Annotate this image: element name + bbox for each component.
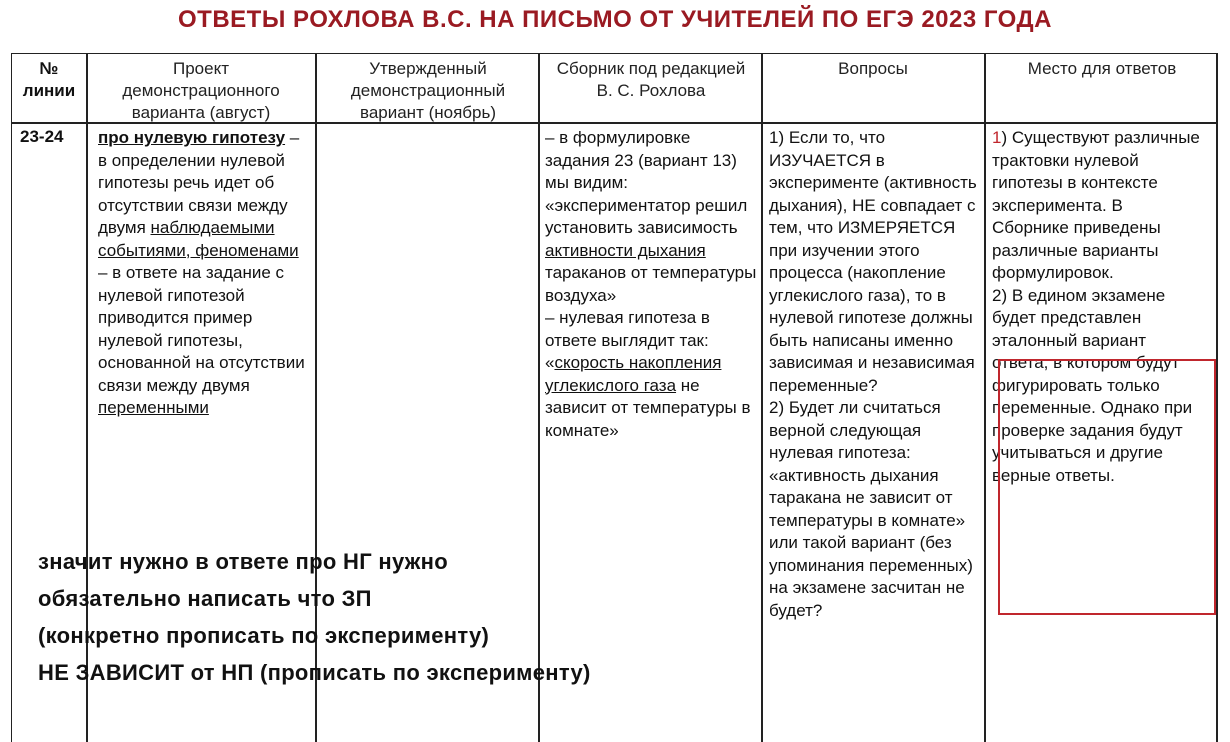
question-2: 2) Будет ли считаться верной следующая нулевая гипотеза: «активность дыхания таракана не зависит от температуры в комнате» или такой вариант (без упоминания переменных) на экзамене засчитан не будет? <box>769 398 973 620</box>
answer-1-number: 1 <box>992 128 1002 147</box>
column-divider <box>761 54 763 742</box>
answer-1 <box>992 127 1202 285</box>
breathing-activity-text: активности дыхания <box>545 240 706 260</box>
observed-events-text: наблюдаемыми событиями, феноменами <box>98 218 299 260</box>
answer-1-text: ) Существуют различные трактовки нулевой гипотезы в контексте эксперимента. В Сборнике приведены различные варианты формулировок. <box>992 128 1200 282</box>
collection-text-2-tail: не зависит от температуры в комнате» <box>545 375 751 440</box>
answer-2: 2) В едином экзамене будет представлен эталонный вариант ответа, в котором будут фигурировать только переменные. Однако при проверке задания будут учитываться и другие верные ответы. <box>992 285 1193 485</box>
header-collection: Сборник под редакцией В. С. Рохлова <box>556 59 746 100</box>
header-answers: Место для ответов <box>1027 59 1177 78</box>
header-num-label: линии <box>22 81 76 100</box>
questions-cell <box>769 127 979 622</box>
note-line-1: значит нужно в ответе про НГ нужно <box>38 549 448 574</box>
header-draft-demo: Проект демонстрационного варианта (август) <box>122 59 280 122</box>
variables-text: переменными <box>98 398 209 417</box>
page-title: ОТВЕТЫ РОХЛОВА В.С. НА ПИСЬМО ОТ УЧИТЕЛЕЙ ПО ЕГЭ 2023 ГОДА <box>178 6 1052 33</box>
draft-text-1: – в определении нулевой гипотезы речь идет об отсутствии связи между двумя <box>98 128 300 237</box>
collection-cell <box>545 127 757 442</box>
header-questions: Вопросы <box>838 59 908 78</box>
collection-text-2: – нулевая гипотеза в ответе выглядит так: « <box>545 308 710 372</box>
draft-text-2: – в ответе на задание с нулевой гипотезой приводится пример нулевой гипотезы, основанной на отсутствии связи между двумя <box>98 263 305 395</box>
highlight-box <box>998 359 1216 615</box>
line-number: 23-24 <box>20 127 64 146</box>
collection-text-1: – в формулировке задания 23 (вариант 13) мы видим: «экспериментатор решил установить зависимость <box>545 128 748 237</box>
note-line-2: обязательно написать что ЗП <box>38 586 372 611</box>
header-num-symbol: № <box>39 59 59 78</box>
draft-demo-cell <box>98 127 308 420</box>
column-divider <box>984 54 986 742</box>
header-line-number <box>12 58 86 102</box>
collection-text-1-tail: тараканов от температуры воздуха» <box>545 263 757 305</box>
null-hypothesis-link: про нулевую гипотезу <box>98 128 286 147</box>
note-line-3: (конкретно прописать по эксперименту) <box>38 623 490 648</box>
handwritten-note <box>38 543 591 691</box>
question-1: 1) Если то, что ИЗУЧАЕТСЯ в эксперименте (активность дыхания), НЕ совпадает с тем, что ИЗМЕРЯЕТСЯ при изучении этого процесса (накопление углекислого газа), то в нулевой гипотезе должны быть написаны именно зависимая и независимая переменные? <box>769 128 977 395</box>
co2-rate-text: скорость накопления углекислого газа <box>545 353 722 395</box>
column-divider <box>1216 54 1218 742</box>
note-line-4: НЕ ЗАВИСИТ от НП (прописать по эксперименту) <box>38 660 591 685</box>
header-approved-demo: Утвержденный демонстрационный вариант (ноябрь) <box>350 59 506 122</box>
